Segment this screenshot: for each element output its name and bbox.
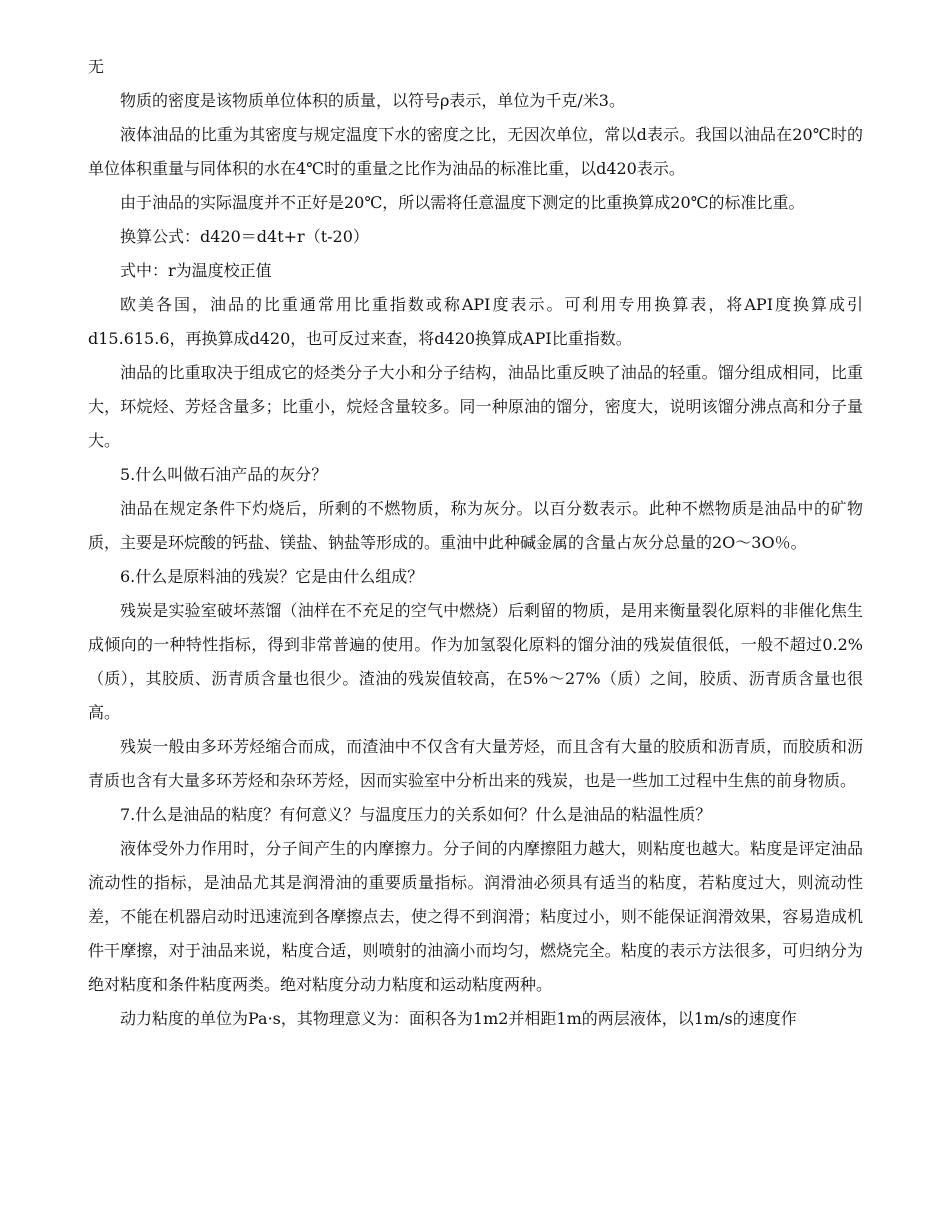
paragraph-carbon-residue: 残炭是实验室破坏蒸馏（油样在不充足的空气中燃烧）后剩留的物质，是用来衡量裂化原料的非催化焦生成倾向的一种特性指标，得到非常普遍的使用。作为加氢裂化原料的馏分油的残炭值很低，一般不超过0.2%（质），其胶质、沥青质含量也很少。渣油的残炭值较高，在5%～27%（质）之间，胶质、沥青质含量也很高。 [88,601,863,722]
paragraph-conversion-formula: 换算公式：d420＝d4t+r（t-20） [120,227,369,246]
question-6-heading: 6.什么是原料油的残炭？它是由什么组成？ [120,567,424,586]
question-5-heading: 5.什么叫做石油产品的灰分？ [120,465,328,484]
paragraph-temperature-conversion: 由于油品的实际温度并不正好是20℃，所以需将任意温度下测定的比重换算成20℃的标准比重。 [120,193,805,212]
paragraph-density-definition: 物质的密度是该物质单位体积的质量，以符号ρ表示，单位为千克/米3。 [120,91,625,110]
paragraph-formula-note: 式中：r为温度校正值 [120,261,272,280]
paragraph-residue-composition: 残炭一般由多环芳烃缩合而成，而渣油中不仅含有大量芳烃，而且含有大量的胶质和沥青质，而胶质和沥青质也含有大量多环芳烃和杂环芳烃，因而实验室中分析出来的残炭，也是一些加工过程中生焦的前身物质。 [88,737,863,790]
lead-text: 无 [88,57,105,76]
paragraph-api-gravity: 欧美各国，油品的比重通常用比重指数或称API度表示。可利用专用换算表，将API度换算成引d15.615.6，再换算成d420，也可反过来查，将d420换算成API比重指数。 [88,295,863,348]
paragraph-ash-content: 油品在规定条件下灼烧后，所剩的不燃物质，称为灰分。以百分数表示。此种不燃物质是油品中的矿物质，主要是环烷酸的钙盐、镁盐、钠盐等形成的。重油中此种碱金属的含量占灰分总量的2O～3O％。 [88,499,863,552]
paragraph-gravity-composition: 油品的比重取决于组成它的烃类分子大小和分子结构，油品比重反映了油品的轻重。馏分组成相同，比重大，环烷烃、芳烃含量多；比重小，烷烃含量较多。同一种原油的馏分，密度大，说明该馏分沸点高和分子量大。 [88,363,863,450]
question-7-heading: 7.什么是油品的粘度？有何意义？与温度压力的关系如何？什么是油品的粘温性质？ [120,805,712,824]
paragraph-viscosity: 液体受外力作用时，分子间产生的内摩擦力。分子间的内摩擦阻力越大，则粘度也越大。粘度是评定油品流动性的指标，是油品尤其是润滑油的重要质量指标。润滑油必须具有适当的粘度，若粘度过大，则流动性差，不能在机器启动时迅速流到各摩擦点去，使之得不到润滑；粘度过小，则不能保证润滑效果，容易造成机件干摩擦，对于油品来说，粘度合适，则喷射的油滴小而均匀，燃烧完全。粘度的表示方法很多，可归纳分为绝对粘度和条件粘度两类。绝对粘度分动力粘度和运动粘度两种。 [88,839,863,994]
paragraph-specific-gravity: 液体油品的比重为其密度与规定温度下水的密度之比，无因次单位，常以d表示。我国以油品在20℃时的单位体积重量与同体积的水在4℃时的重量之比作为油品的标准比重，以d420表示。 [88,125,863,178]
document-page [88,50,863,1036]
paragraph-dynamic-viscosity: 动力粘度的单位为Pa·s，其物理意义为：面积各为1m2并相距1m的两层液体，以1m/s的速度作 [120,1009,797,1028]
